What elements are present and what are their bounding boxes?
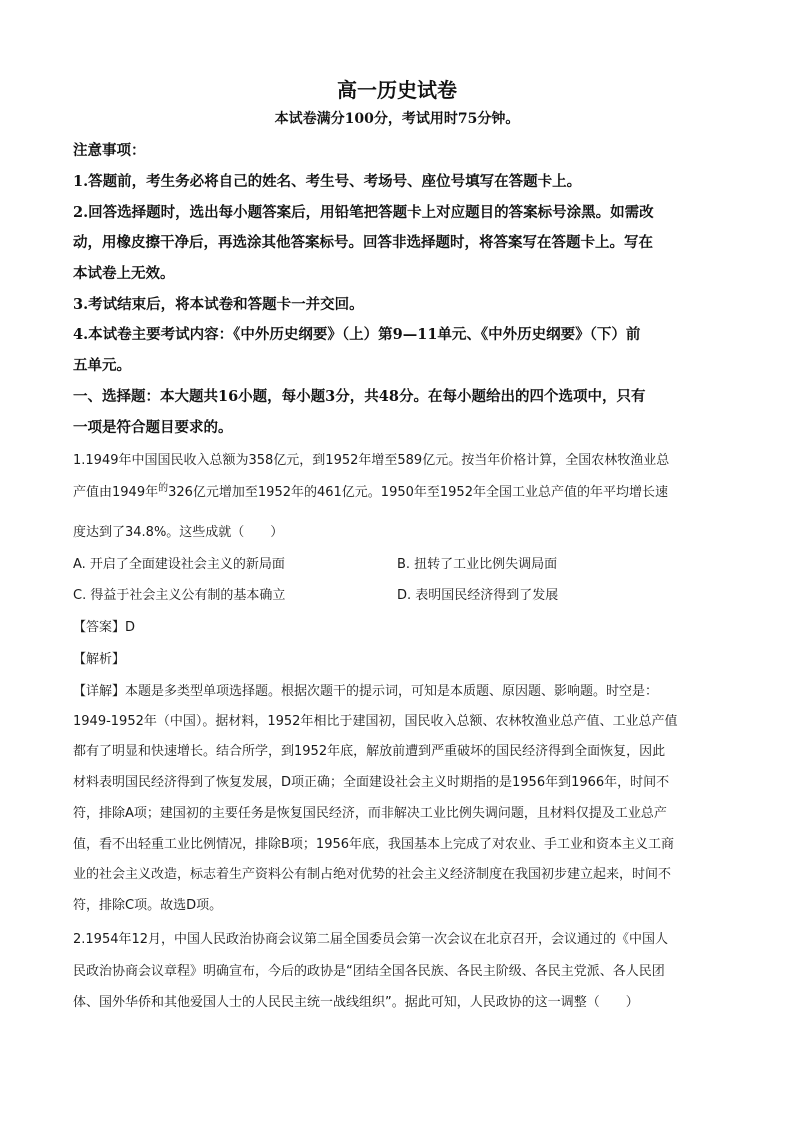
q1-detail-line-4: 材料表明国民经济得到了恢复发展，D项正确；全面建设社会主义时期指的是1956年到1966年，时间不 bbox=[73, 775, 670, 790]
note-item-4-line-1: 4.本试卷主要考试内容：《中外历史纲要》（上）第9—11单元、《中外历史纲要》（下）前 bbox=[73, 326, 641, 343]
note-item-2-line-3: 本试卷上无效。 bbox=[73, 265, 175, 282]
q1-detail-line-7: 业的社会主义改造，标志着生产资料公有制占绝对优势的社会主义经济制度在我国初步建立起来，时间不 bbox=[73, 867, 672, 882]
q1-detail-line-8: 符，排除C项。故选D项。 bbox=[73, 898, 223, 913]
q1-stem-line-2 bbox=[73, 483, 733, 504]
q1-detail-line-6: 值，看不出轻重工业比例情况，排除B项；1956年底，我国基本上完成了对农业、手工业和资本主义工商 bbox=[73, 837, 675, 852]
page-subtitle: 本试卷满分100分，考试用时75分钟。 bbox=[274, 111, 520, 127]
q1-stem-line-2-a: 产值由1949年 bbox=[73, 485, 159, 500]
section-heading-line-2: 一项是符合题目要求的。 bbox=[73, 419, 233, 436]
q1-option-b: B. 扭转了工业比例失调局面 bbox=[397, 557, 558, 572]
q1-stem-line-3: 度达到了34.8%。这些成就（ ） bbox=[73, 525, 284, 540]
q1-detail-line-3: 都有了明显和快速增长。结合所学，到1952年底，解放前遭到严重破坏的国民经济得到全面恢复，因此 bbox=[73, 744, 666, 759]
q2-stem-line-2: 民政治协商会议章程》明确宣布，今后的政协是“团结全国各民族、各民主阶级、各民主党派、各人民团 bbox=[73, 964, 665, 979]
note-item-3: 3.考试结束后，将本试卷和答题卡一并交回。 bbox=[73, 296, 364, 313]
q1-answer: 【答案】D bbox=[73, 620, 136, 635]
q2-stem-line-1: 2.1954年12月，中国人民政治协商会议第二届全国委员会第一次会议在北京召开，会议通过的《中国人 bbox=[73, 932, 669, 947]
q1-detail-line-2: 1949-1952年（中国）。据材料，1952年相比于建国初，国民收入总额、农林牧渔业总产值、工业总产值 bbox=[73, 714, 678, 729]
q1-analysis-label: 【解析】 bbox=[73, 652, 126, 667]
note-item-1: 1.答题前，考生务必将自己的姓名、考生号、考场号、座位号填写在答题卡上。 bbox=[73, 173, 582, 190]
notes-heading: 注意事项： bbox=[73, 142, 146, 159]
note-item-2-line-2: 动，用橡皮擦干净后，再选涂其他答案标号。回答非选择题时，将答案写在答题卡上。写在 bbox=[73, 234, 653, 251]
note-item-2-line-1: 2.回答选择题时，选出每小题答案后，用铅笔把答题卡上对应题目的答案标号涂黑。如需改 bbox=[73, 204, 654, 221]
q1-stem-line-2-sup: 的 bbox=[158, 483, 169, 494]
q1-detail-line-5: 符，排除A项；建国初的主要任务是恢复国民经济，而非解决工业比例失调问题，且材料仅提及工业总产 bbox=[73, 806, 667, 821]
q1-stem-line-2-b: 326亿元增加至1952年的461亿元。1950年至1952年全国工业总产值的年平均增长速 bbox=[168, 485, 668, 500]
q1-detail-line-1: 【详解】本题是多类型单项选择题。根据次题干的提示词，可知是本质题、原因题、影响题。时空是： bbox=[73, 684, 659, 699]
q1-option-a: A. 开启了全面建设社会主义的新局面 bbox=[73, 557, 285, 572]
q2-stem-line-3: 体、国外华侨和其他爱国人士的人民民主统一战线组织”。据此可知，人民政协的这一调整（ ） bbox=[73, 995, 639, 1010]
q1-option-c: C. 得益于社会主义公有制的基本确立 bbox=[73, 588, 286, 603]
q1-stem-line-1: 1.1949年中国国民收入总额为358亿元，到1952年增至589亿元。按当年价格计算，全国农林牧渔业总 bbox=[73, 453, 670, 468]
note-item-4-line-2: 五单元。 bbox=[73, 357, 131, 374]
q1-option-d: D. 表明国民经济得到了发展 bbox=[397, 588, 559, 603]
page-title: 高一历史试卷 bbox=[337, 78, 457, 102]
section-heading-line-1: 一、选择题：本大题共16小题，每小题3分，共48分。在每小题给出的四个选项中，只有 bbox=[73, 388, 646, 405]
